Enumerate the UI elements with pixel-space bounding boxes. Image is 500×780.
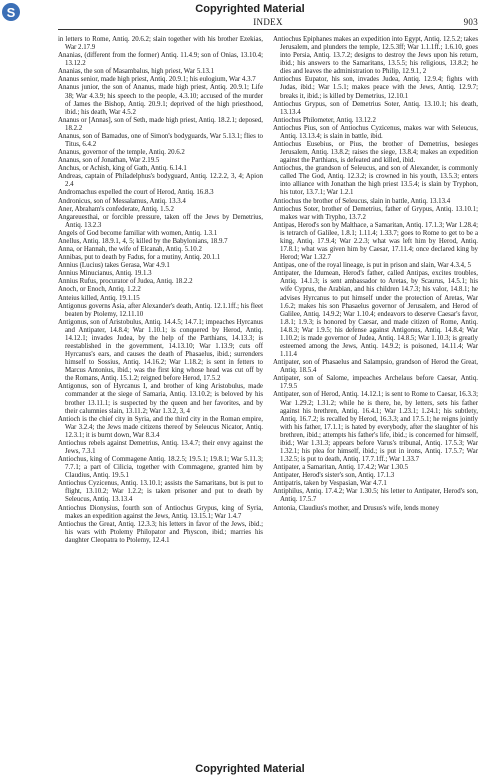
index-entry: Ananus or [Annas], son of Seth, made high priest, Antiq. 18.2.1; deposed, 18.2.2 bbox=[58, 116, 263, 132]
index-body bbox=[58, 36, 478, 752]
index-entry: Annius Minucianus, Antiq. 19.1.3 bbox=[58, 270, 152, 278]
index-entry: Ananus junior, the son of Ananus, made high priest, Antiq. 20.9.1; Life 38; War 4.3.9; his speech to the people, 4.3.10; accused of the murder of James the Bishop, Antiq. 20.9.1; deprived of the high priesthood, ibid.; his death, War 4.5.2 bbox=[58, 84, 263, 116]
index-entry: Annius Rufus, procurator of Judea, Antiq. 18.2.2 bbox=[58, 278, 193, 286]
index-entry: Antonia, Claudius's mother, and Drusus's wife, lends money bbox=[273, 504, 440, 512]
index-entry: Angareuesthai, or forcible pressure, taken off the Jews by Demetrius, Antiq. 13.2.3 bbox=[58, 213, 263, 229]
index-entry: Ananias, (different from the former) Antiq. 11.4.9; son of Onias, 13.10.4; 13.12.2 bbox=[58, 52, 263, 68]
index-entry: Antiochus the Great, Antiq. 12.3.3; his letters in favor of the Jews, ibid.; his wars with Ptolemy Philopator and Physcon, ibid.; marries his daughter Cleopatra to Ptolemy, 12.4.1 bbox=[58, 520, 263, 544]
index-entry: Andronicus, son of Messalamus, Antiq. 13.3.4 bbox=[58, 197, 186, 205]
index-entry: Antiochus, king of Commagene Antiq. 18.2.5; 19.5.1; 19.8.1; War 5.11.3; 7.7.1; a part of Cilicia, together with Commagene, granted him by Claudius, Antiq. 19.5.1 bbox=[58, 456, 263, 480]
running-title: INDEX bbox=[253, 17, 283, 27]
index-entry: Aner, Abraham's confederate, Antiq. 1.5.2 bbox=[58, 205, 174, 213]
header-rule bbox=[58, 29, 478, 30]
index-entry: Antiochus Eusebius, or Pius, the brother of Demetrius, besieges Jerusalem, Antiq. 13.8.2; raises the siege, 13.8.4; makes an expedition against the Parthians, is defeated and killed, ibid. bbox=[273, 141, 478, 165]
index-entry: Antiochus Pius, son of Antiochus Cyzicenus, makes war with Seleucus, Antiq. 13.13.4; is slain in battle, ibid. bbox=[273, 124, 478, 140]
reader-app-icon: S bbox=[2, 3, 20, 21]
index-entry: Anteius killed, Antiq. 19.1.15 bbox=[58, 294, 140, 302]
index-entry: Antiochus, the grandson of Seleucus, and son of Alexander, is commonly called The God, Antiq. 12.3.2; is crowned in his youth, 13.5.3; enters into alliance with Jonathan the high priest 13.5.4; is slain by Tryphon, his tutor, 13.7.1; War 1.2.1 bbox=[273, 165, 478, 197]
index-entry: Antipas, Herod's son by Malthace, a Samaritan, Antiq. 17.1.3; War 1.28.4; is tetrarch of Galilee, 1.8.1; 1.11.4; 1.33.7; goes to Rome to get to be a king, Antiq. 17.9.4; War 2.2.3; what was left him by Herod, Antiq. 17.8.1; what was given him by Caesar, 17.11.4; once declared king by Herod; War 1.32.7 bbox=[273, 221, 478, 262]
index-entry: Ananias, the son of Masambalus, high priest, War 5.13.1 bbox=[58, 68, 215, 76]
index-entry: Antiphilus, Antiq. 17.4.2; War 1.30.5; his letter to Antipater, Herod's son, Antiq. 17.5.7 bbox=[273, 488, 478, 504]
index-entry: Antiochus Soter, brother of Demetrius, father of Grypus, Antiq. 13.10.1; makes war with Trypho, 13.7.2 bbox=[273, 205, 478, 221]
index-entry: Ananus, son of Bamadus, one of Simon's bodyguards, War 5.13.1; flies to Titus, 6.4.2 bbox=[58, 132, 263, 149]
page-header bbox=[58, 17, 478, 29]
index-entry: Antiochus Eupator, his son, invades Judea, Antiq. 12.9.4; fights with Judas, ibid.; War 1.5.1; makes peace with the Jews, Antiq. 12.9.7; breaks it, ibid.; is killed by Demetrius, 12.10.1 bbox=[273, 76, 478, 100]
index-entry: Antigonus, son of Aristobulus, Antiq. 14.4.5; 14.7.1; impeaches Hyrcanus and Antipater, 14.8.4; War 1.10.1; is conquered by Herod, Antiq. 14.12.1; invades Judea, by the help of the Parthians, 14.13.3; is reestablished in the government, 14.13.10; War 1.13.9; cuts off Hyrcanus's ears, and causes the death of Phasaelus, ibid.; surrenders himself to Sossius, Antiq. 14.16.2; War 1.18.2; is sent in fetters to Marcus Antonius, ibid.; was the first king whose head was cut off by the Romans, Antiq. 15.1.2; reigned before Herod, 17.5.2 bbox=[58, 318, 263, 383]
index-entry: Anna, or Hannah, the wife of Elcanah, Antiq. 5.10.2 bbox=[58, 246, 202, 254]
index-entry: Antiochus rebels against Demetrius, Antiq. 13.4.7; their envy against the Jews, 7.3.1 bbox=[58, 439, 263, 455]
index-entry: Antipater, the Idumean, Herod's father, called Antipas, excites troubles, Antiq. 14.1.3; is sent ambassador to Aretas, by Scaurus, 14.5.1; his wife Cyprus, the Arabian, and his children 14.7.3; his valor, 14.8.1; he advises Hyrcanus to put himself under the protection of Aretas, War 1.6.2; makes his son Phasaelus governor of Jerusalem, and Herod of Galilee, Antiq. 14.9.2; War 1.10.4; endeavors to deserve Caesar's favor, 1.8.1; 1.9.3; is honored by Caesar, and made citizen of Rome, Antiq. 14.8.3; War 1.9.5; his defense against Antigonus, Antiq. 14.8.4; War 1.10.2; is made governor of Judea, Antiq. 14.8.5; War 1.10.3; is greatly esteemed among the Jews, Antiq. 14.9.2; is poisoned, 14.11.4; War 1.11.4 bbox=[273, 270, 478, 359]
index-entry: Anellus, Antiq. 18.9.1, 4, 5; killed by the Babylonians, 18.9.7 bbox=[58, 237, 228, 245]
index-entry: Antiochus Epiphanes makes an expedition into Egypt, Antiq. 12.5.2; takes Jerusalem, and plunders the temple, 12.5.3ff; War 1.1.1ff.; 1.6.10, goes into Persia, Antiq. 13.7.2; designs to destroy the Jews upon his return, ibid.; his answers to the Samaritans, 13.5.5; his religious, 13.8.2; he dies and leaves the administration to Philip, 12.9.1, 2 bbox=[273, 36, 478, 76]
page-number: 903 bbox=[463, 17, 478, 27]
index-entry: Antigonus governs Asia, after Alexander's death, Antiq. 12.1.1ff.; his fleet beaten by Ptolemy, 12.11.10 bbox=[58, 302, 263, 318]
index-entry: Ananus, governor of the temple, Antiq. 20.6.2 bbox=[58, 149, 185, 157]
index-entry: Angels of God become familiar with women, Antiq. 1.3.1 bbox=[58, 229, 218, 237]
index-entry: Antigonus, son of Hyrcanus I, and brother of king Aristobulus, made commander at the siege of Samaria, Antiq. 13.10.2; is beloved by his brother 13.11.1; is suspected by the queen and her favorites, and by their calumnies slain, 13.11.2; War 1.3.2, 3, 4 bbox=[58, 383, 263, 415]
index-entry: Antiochus Cyzicenus, Antiq. 13.10.1; assists the Samaritans, but is put to flight, 13.10.2; War 1.2.2; is taken prisoner and put to death by Seleucus, Antiq. 13.13.4 bbox=[58, 480, 263, 504]
index-entry: Anoch, or Enoch, Antiq. 1.2.2 bbox=[58, 286, 141, 294]
index-entry: Ananus senior, made high priest, Antiq. 20.9.1; his eulogium, War 4.3.7 bbox=[58, 76, 256, 84]
index-entry: Antiochus Grypus, son of Demetrius Soter, Antiq. 13.10.1; his death, 13.13.4 bbox=[273, 100, 478, 116]
index-entry: Antiochus the brother of Seleucus, slain in battle, Antiq. 13.13.4 bbox=[273, 197, 451, 205]
index-entry: in letters to Rome, Antiq. 20.6.2; slain together with his brother Ezekias, War 2.17.9 bbox=[58, 36, 263, 52]
index-entry: Antiochus Dionysius, fourth son of Antiochus Grypus, king of Syria, makes an expedition against the Jews, Antiq. 13.15.1; War 1.4.7 bbox=[58, 504, 263, 520]
index-entry: Antipater, a Samaritan, Antiq. 17.4.2; War 1.30.5 bbox=[273, 464, 409, 472]
index-column-left bbox=[58, 36, 263, 752]
index-entry: Annibas, put to death by Fadus, for a mutiny, Antiq. 20.1.1 bbox=[58, 254, 221, 262]
index-entry: Ananus, son of Jonathan, War 2.19.5 bbox=[58, 157, 160, 165]
index-entry: Andromachus expelled the court of Herod, Antiq. 16.8.3 bbox=[58, 189, 214, 197]
index-column-right bbox=[273, 36, 478, 752]
copyright-watermark-bottom: Copyrighted Material bbox=[195, 763, 305, 775]
index-entry: Annius (Lucius) takes Gerasa, War 4.9.1 bbox=[58, 262, 170, 270]
index-entry: Antiochus Philometer, Antiq. 13.12.2 bbox=[273, 116, 376, 124]
copyright-watermark-top: Copyrighted Material bbox=[195, 3, 305, 15]
index-entry: Antioch is the chief city in Syria, and the third city in the Roman empire, War 3.2.4; the Jews made citizens thereof by Seleucus Nicator, Antiq. 12.3.1; it is burnt down, War 8.3.4 bbox=[58, 415, 263, 439]
index-entry: Antipater, Herod's sister's son, Antiq. 17.1.3 bbox=[273, 472, 395, 480]
index-entry: Andreas, captain of Philadelphus's bodyguard, Antiq. 12.2.2, 3, 4; Apion 2.4 bbox=[58, 173, 263, 189]
index-entry: Antipas, one of the royal lineage, is put in prison and slain, War 4.3.4, 5 bbox=[273, 262, 471, 270]
index-entry: Antipater, son of Salome, impeaches Archelaus before Caesar, Antiq. 17.9.5 bbox=[273, 375, 478, 391]
index-entry: Anchus, or Achish, king of Gath, Antiq. 6.14.1 bbox=[58, 165, 187, 173]
index-entry: Antipatris, taken by Vespasian, War 4.7.1 bbox=[273, 480, 387, 488]
index-entry: Antipater, son of Herod, Antiq. 14.12.1; is sent to Rome to Caesar, 16.3.3; War 1.29.2; 1.31.2; while he is there, he, by letters, sets his father against his brethren, Antiq. 16.4.1; War 1.23.1; 1.24.1; his subtlety, Antiq. 16.7.2; is recalled by Herod, 16.3.3; and 17.5.1; he reigns jointly with his father, 17.1.1; is hated by everybody, after the slaughter of his brethren, ibid.; attempts his father's life, ibid.; is concerned for himself, ibid.; War 1.31.3; appears before Varus's tribunal, Antiq. 17.5.3; War 1.32.1; his plea for himself, ibid.; is put in irons, Antiq. 17.5.7; War 1.32.5; is put to death, Antiq. 17.7.1ff.; War 1.33.7 bbox=[273, 391, 478, 464]
index-entry: Antipater, son of Phasaelus and Salampsio, grandson of Herod the Great, Antiq. 18.5.4 bbox=[273, 359, 478, 375]
